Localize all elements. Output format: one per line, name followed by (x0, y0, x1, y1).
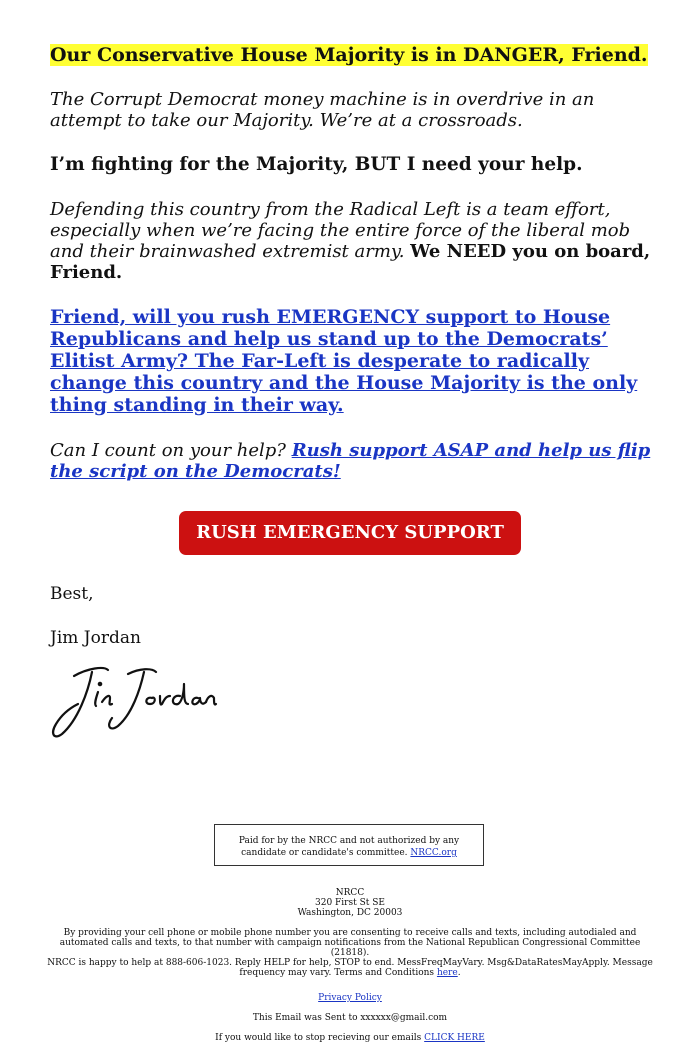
unsubscribe-text: If you would like to stop recieving our emails (215, 1033, 422, 1043)
help-text: NRCC is happy to help at 888-606-1023. Reply HELP for help, STOP to end. MessFreqMayVary. Msg&DataRatesMayApply. Message frequency may vary. Terms and Conditions (47, 958, 653, 978)
paragraph-count-on-you (50, 440, 656, 482)
address-block (40, 888, 660, 918)
team-effort-bold: We NEED you on board, Friend. (50, 241, 651, 283)
email-body (50, 40, 656, 482)
paid-for-text: Paid for by the NRCC and not authorized by any candidate or candidate's committee. (238, 836, 460, 858)
button-wrap (179, 511, 521, 555)
headline: Our Conservative House Majority is in DANGER, Friend. (50, 44, 648, 66)
sent-to-text: This Email was Sent to xxxxxx@gmail.com (252, 1013, 448, 1023)
address-city: Washington, DC 20003 (297, 908, 403, 918)
emergency-support-link[interactable]: Friend, will you rush EMERGENCY support to House Republicans and help us stand up to the Democrats’ Elitist Army? The Far-Left is desperate to radically change this country and the House Majority is the only thing standing in their way. (50, 306, 638, 416)
consent-text: By providing your cell phone or mobile phone number you are consenting to receive calls and texts, including autodialed and automated calls and texts, to that number with campaign notifications from the National Republican Congressional Committee (21818). (59, 928, 641, 958)
signature-icon (48, 662, 218, 742)
terms-here-link[interactable]: here (436, 968, 458, 978)
paid-for-box (214, 824, 484, 866)
handwritten-signature (48, 662, 218, 746)
paragraph-team-effort (50, 199, 656, 283)
headline-wrap (50, 42, 656, 68)
closing-text: Best, (50, 584, 94, 604)
paragraph-emergency-link (50, 306, 656, 416)
rush-emergency-support-button[interactable]: RUSH EMERGENCY SUPPORT (179, 511, 521, 555)
rush-support-link[interactable]: Rush support ASAP and help us flip the script on the Democrats! (50, 440, 651, 482)
paragraph-need-help: I’m fighting for the Majority, BUT I need your help. (50, 154, 583, 175)
unsubscribe-link[interactable]: CLICK HERE (424, 1033, 485, 1043)
count-on-you-text: Can I count on your help? (50, 440, 286, 461)
signer-name: Jim Jordan (50, 628, 141, 648)
help-text-block: NRCC is happy to help at 888-606-1023. Reply HELP for help, STOP to end. MessFreqMayVary. Msg&DataRatesMayApply. Message frequency may vary. Terms and Conditions here. (47, 958, 653, 978)
paragraph-crossroads: The Corrupt Democrat money machine is in overdrive in an attempt to take our Majority. We’re at a crossroads. (50, 89, 595, 131)
unsubscribe-block (40, 1033, 660, 1043)
privacy-block (40, 993, 660, 1003)
address-street: 320 First St SE (315, 898, 385, 908)
team-effort-italic: Defending this country from the Radical Left is a team effort, especially when we’re facing the entire force of the liberal mob and their brainwashed extremist army. (50, 199, 631, 262)
privacy-policy-link[interactable]: Privacy Policy (318, 993, 382, 1003)
address-org: NRCC (335, 888, 365, 898)
nrcc-org-link[interactable]: NRCC.org (410, 848, 457, 858)
